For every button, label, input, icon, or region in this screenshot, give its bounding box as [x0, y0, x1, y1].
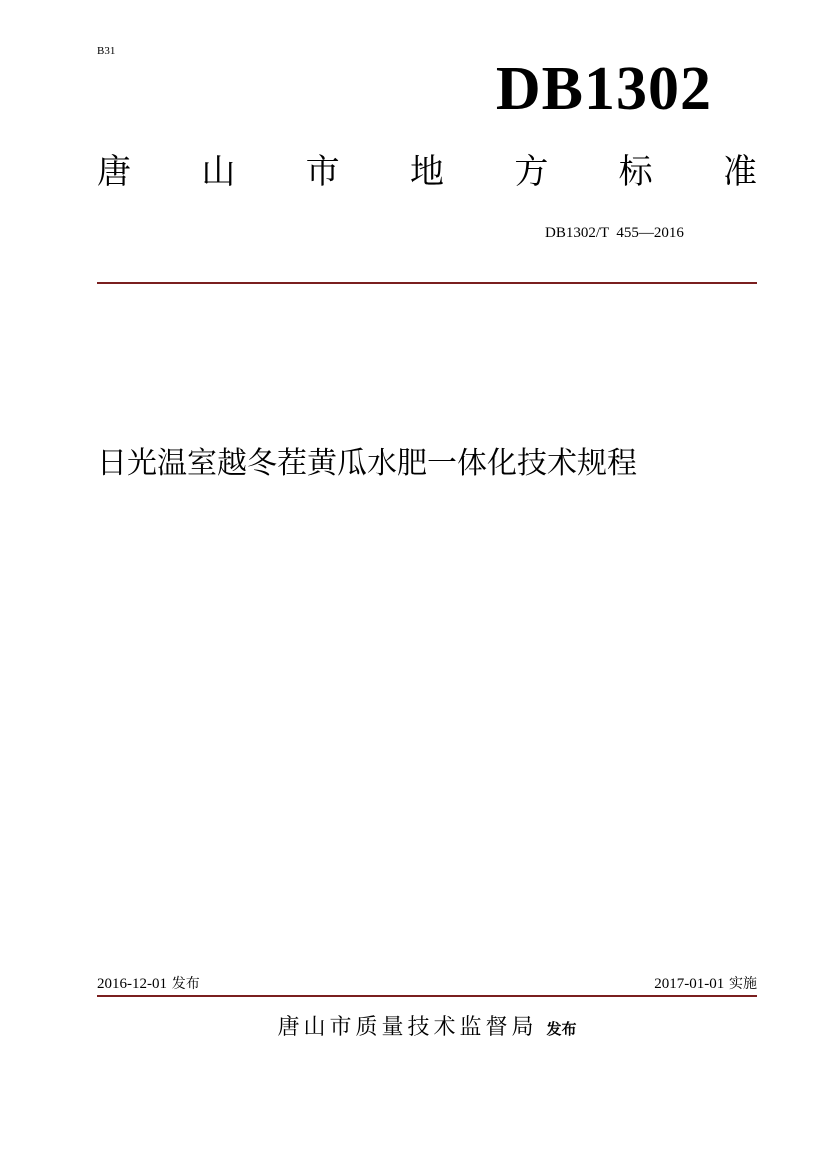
standard-type-char: 标 [618, 152, 653, 192]
top-divider [97, 282, 757, 284]
date-row [97, 972, 757, 994]
standard-type-char: 地 [409, 152, 444, 192]
publish-date-group [97, 973, 200, 993]
classification-code: B31 [97, 45, 116, 57]
standard-number: DB1302/T 455—2016 [545, 225, 684, 241]
issuer-action: 发布 [546, 1020, 577, 1038]
standard-type [97, 150, 757, 194]
issuer-line [97, 1010, 757, 1046]
standard-type-char: 市 [305, 152, 340, 192]
publish-label: 发布 [171, 976, 200, 992]
standard-type-char: 准 [722, 152, 757, 192]
standard-type-char: 山 [201, 152, 236, 192]
document-title: 日光温室越冬茬黄瓜水肥一体化技术规程 [97, 446, 637, 481]
standard-code: DB1302 [495, 55, 712, 123]
implement-date: 2017-01-01 [654, 976, 725, 992]
publish-date: 2016-12-01 [97, 976, 167, 992]
implement-label: 实施 [729, 976, 757, 992]
standard-type-char: 方 [514, 152, 549, 192]
issuer-name: 唐山市质量技术监督局 [277, 1015, 538, 1040]
bottom-divider [97, 995, 757, 997]
standard-type-char: 唐 [97, 152, 131, 192]
implement-date-group [654, 973, 757, 993]
